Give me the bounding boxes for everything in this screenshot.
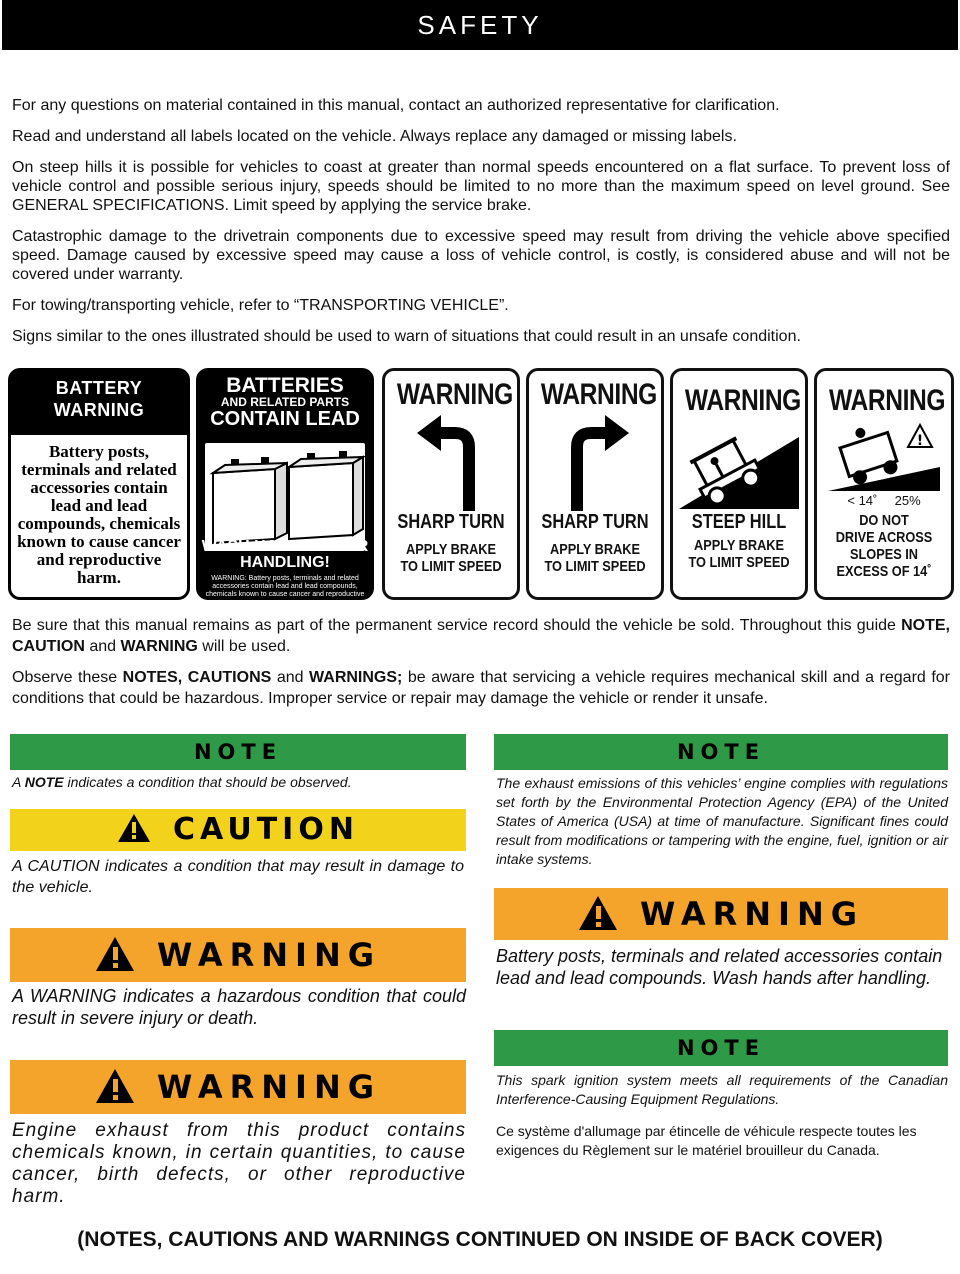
warning-signs [8, 368, 958, 600]
sign-line4: EXCESS OF 14˚ [836, 563, 932, 580]
text-run: NOTES, CAUTIONS [122, 669, 272, 686]
caution-bar [10, 809, 466, 851]
warning-text-battery: Battery posts, terminals and related accessories contain lead and lead compounds. Wash hands after handling. [496, 946, 943, 988]
sign-title: BATTERY WARNING [53, 378, 145, 420]
text-run: and [271, 669, 310, 686]
sign-heading: WARNING [829, 384, 946, 417]
warning-label: WARNING [640, 895, 864, 933]
sign-subtitle: AND RELATED PARTS [220, 395, 350, 409]
warning-text-left: A WARNING indicates a hazardous condition that could result in severe injury or death. [12, 986, 466, 1028]
warning-text-exhaust: Engine exhaust from this product contains chemicals known, in certain quantities, to cause cancer, birth defects, or other reproductive harm. [12, 1120, 466, 1207]
warning-label: WARNING [157, 936, 381, 974]
intro-p4: Catastrophic damage to the drivetrain components due to excessive speed may result from driving the vehicle above specified speed. Damage caused by excessive speed may cause a loss of vehicle control, is costly, is considered abuse and will not be covered under warranty. [12, 228, 950, 283]
text-run: A [12, 774, 25, 790]
arrow-right-turn-icon [555, 411, 635, 511]
sign-batteries-lead [196, 368, 374, 600]
warning-triangle-icon [117, 813, 151, 843]
mid-text [12, 615, 950, 719]
warning-triangle-icon [578, 895, 618, 931]
note-text-emissions: The exhaust emissions of this vehicles’ engine complies with regulations set forth by the Environmental Protection Agency (EPA) of the United States of America (USA) at time of manufacture. Significant fines could result from modifications or tampering with the engine, fuel, ignition or air intake systems. [496, 775, 948, 867]
sign-battery-warning [8, 368, 190, 600]
sign-line3: SLOPES IN [849, 546, 919, 563]
text-run: NOTE [24, 774, 64, 790]
note-text-french: Ce système d'allumage par étincelle de véhicule respecte toutes les exigences du Règlement sur le matériel brouilleur du Canada. [496, 1123, 917, 1158]
text-run: WARNING [120, 638, 198, 655]
intro-p5: For towing/transporting vehicle, refer to “TRANSPORTING VEHICLE”. [12, 297, 509, 314]
sign-line1: APPLY BRAKE [550, 541, 640, 558]
intro-p3: On steep hills it is possible for vehicles to coast at greater than normal speeds encountered on a flat surface. To prevent loss of vehicle control and possible serious injury, speeds should be limited to no more than the maximum speed on level ground. See GENERAL SPECIFICATIONS. Limit speed by applying the service brake. [12, 159, 950, 214]
warning-triangle-icon [95, 1068, 135, 1104]
vehicle-on-hill-icon [679, 417, 799, 509]
note-label: NOTE [676, 740, 766, 764]
text-run: and [84, 638, 121, 655]
sign-line1: DO NOT [859, 512, 909, 529]
text-run: will be used. [197, 638, 291, 655]
note-text-left [12, 773, 464, 792]
text-run: NOTE, CAUTION [12, 617, 950, 655]
slope-angle: < 14˚ [847, 493, 878, 508]
note-bar-right-1 [494, 734, 948, 770]
warning-label: WARNING [157, 1068, 381, 1106]
intro-p6: Signs similar to the ones illustrated should be used to warn of situations that could result in an unsafe condition. [12, 328, 801, 345]
page-title: SAFETY [2, 0, 958, 50]
text-run: Observe these [12, 669, 123, 686]
sign-heading: WARNING [396, 378, 513, 411]
sign-heading: WARNING [684, 384, 801, 417]
sign-line1: APPLY BRAKE [406, 541, 496, 558]
intro-p2: Read and understand all labels located on the vehicle. Always replace any damaged or missing labels. [12, 128, 737, 145]
sign-steep-hill [670, 368, 808, 600]
battery-illustration [205, 443, 365, 551]
warning-triangle-icon [95, 936, 135, 972]
caution-text: A CAUTION indicates a condition that may result in damage to the vehicle. [12, 858, 464, 896]
warning-bar-right [494, 888, 948, 940]
footer-text: (NOTES, CAUTIONS AND WARNINGS CONTINUED ON INSIDE OF BACK COVER) [77, 1228, 883, 1251]
warning-bar-exhaust [10, 1060, 466, 1114]
mid-p2 [12, 667, 950, 709]
sign-title: STEEP HILL [691, 511, 787, 533]
sign-title2: CONTAIN LEAD [210, 408, 360, 430]
sign-sharp-turn-left [382, 368, 520, 600]
arrow-left-turn-icon [411, 411, 491, 511]
note-label: NOTE [193, 740, 283, 764]
note-bar-right-2 [494, 1030, 948, 1066]
text-run: Be sure that this manual remains as part of the permanent service record should the vehicle be sold. Throughout this guide [12, 617, 902, 634]
sign-slopes [814, 368, 954, 600]
mid-p1 [12, 615, 950, 657]
warning-bar-left [10, 928, 466, 982]
caution-label: CAUTION [173, 812, 359, 847]
sign-fine-print: WARNING: Battery posts, terminals and related accessories contain lead and lead compounds, chemicals known to cause cancer and reproductive [205, 575, 365, 598]
svg-text:!: ! [916, 433, 924, 449]
sign-title: SHARP TURN [541, 511, 649, 533]
sign-footer: WASH HANDS AFTER HANDLING! [201, 538, 369, 571]
slope-angle-row [817, 493, 951, 508]
sign-line2: TO LIMIT SPEED [544, 558, 646, 575]
sign-line1: APPLY BRAKE [694, 537, 784, 554]
slope-percent: 25% [894, 493, 921, 508]
sign-body: Battery posts, terminals and related accessories contain lead and lead compounds, chemicals known to cause cancer and reproductive harm. [11, 435, 187, 597]
text-run: indicates a condition that should be observed. [63, 774, 352, 790]
sign-title: SHARP TURN [397, 511, 505, 533]
intro-text [12, 96, 950, 358]
text-run: be aware that servicing a vehicle requires mechanical skill and a regard for conditions that could be hazardous. Improper service or repair may damage the vehicle or render it unsafe. [12, 669, 950, 707]
note-text-canada: This spark ignition system meets all requirements of the Canadian Interference-Causing Equipment Regulations. [496, 1072, 948, 1107]
battery-icon [205, 443, 369, 551]
text-run: WARNINGS; [309, 669, 403, 686]
sign-line2: TO LIMIT SPEED [688, 554, 790, 571]
sign-line2: DRIVE ACROSS [835, 529, 933, 546]
sign-title: BATTERIES [226, 374, 344, 397]
note-label: NOTE [676, 1036, 766, 1060]
sign-sharp-turn-right [526, 368, 664, 600]
sign-line2: TO LIMIT SPEED [400, 558, 502, 575]
sign-heading: WARNING [540, 378, 657, 411]
intro-p1: For any questions on material contained in this manual, contact an authorized representative for clarification. [12, 97, 780, 114]
vehicle-tipping-icon [824, 417, 944, 491]
note-bar-left [10, 734, 466, 770]
